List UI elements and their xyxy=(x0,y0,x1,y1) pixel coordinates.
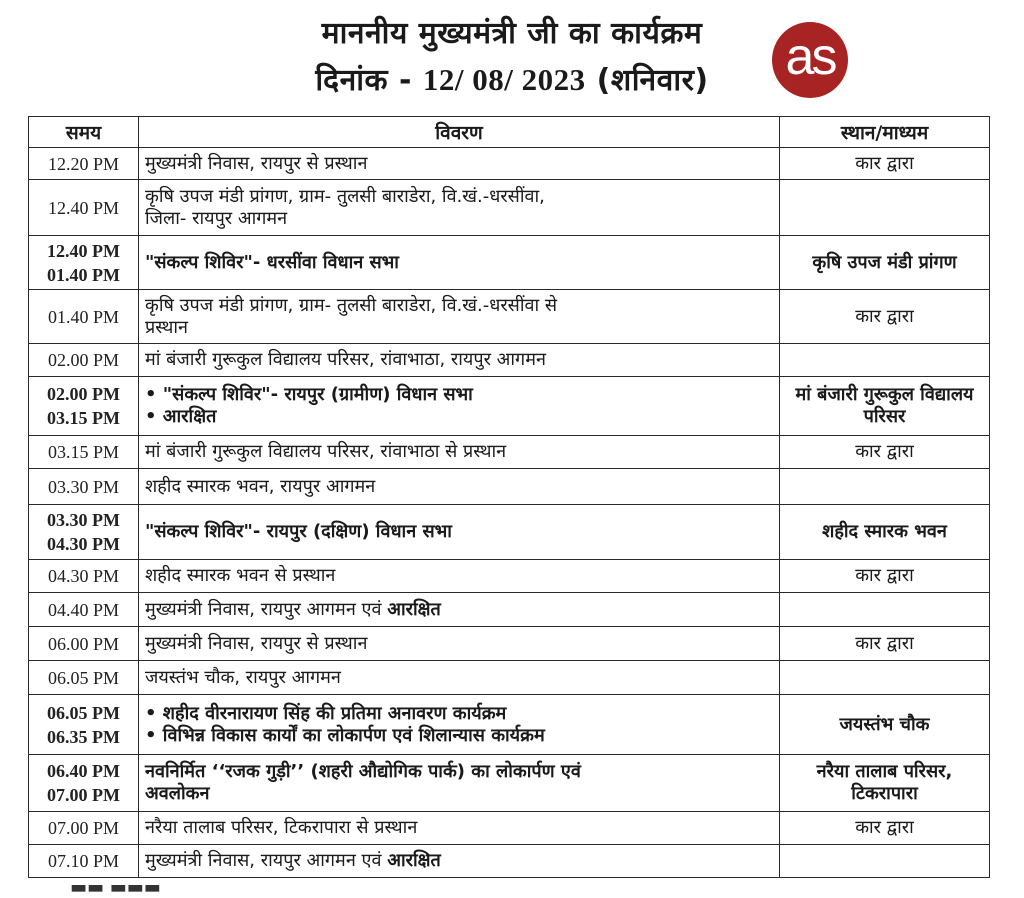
description-cell xyxy=(139,755,780,812)
document-title xyxy=(0,14,1024,101)
description-text: कृषि उपज मंडी प्रांगण, ग्राम- तुलसी बाराडेरा, वि.खं.-धरसींवा से xyxy=(145,294,558,316)
schedule-rows xyxy=(29,148,990,878)
time-cell xyxy=(29,661,139,695)
description-text: मुख्यमंत्री निवास, रायपुर आगमन एवं xyxy=(145,598,388,620)
time-value: 06.05 PM xyxy=(47,667,119,688)
description-cell xyxy=(139,593,780,627)
date-label: दिनांक - xyxy=(315,63,412,98)
cropped-footer-text: ▬▬ ▬▬▬ xyxy=(70,877,161,898)
time-cell xyxy=(29,812,139,845)
time-value: 02.00 PM xyxy=(47,384,120,404)
location-cell: शहीद स्मारक भवन xyxy=(780,505,990,560)
table-header-row xyxy=(29,117,990,148)
time-cell xyxy=(29,505,139,560)
column-header-description: विवरण xyxy=(139,117,780,148)
location-cell: नरैया तालाब परिसर, टिकरापारा xyxy=(780,755,990,812)
schedule-table xyxy=(28,116,990,878)
description-cell xyxy=(139,812,780,845)
title-line: माननीय मुख्यमंत्री जी का कार्यक्रम xyxy=(321,16,703,51)
table-row xyxy=(29,236,990,290)
time-value: 04.30 PM xyxy=(47,534,120,554)
time-cell xyxy=(29,148,139,180)
time-value: 12.40 PM xyxy=(47,197,119,218)
description-text: मां बंजारी गुरूकुल विद्यालय परिसर, रांवाभाठा से प्रस्थान xyxy=(145,441,507,462)
time-value: 06.40 PM xyxy=(47,761,120,781)
location-cell: कार द्वारा xyxy=(780,290,990,344)
table-row xyxy=(29,377,990,436)
time-value: 07.00 PM xyxy=(47,785,120,805)
table-row xyxy=(29,290,990,344)
location-cell xyxy=(780,845,990,878)
description-text: "संकल्प शिविर"- रायपुर (दक्षिण) विधान सभा xyxy=(145,521,452,542)
table-row xyxy=(29,845,990,878)
description-text: जयस्तंभ चौक, रायपुर आगमन xyxy=(145,666,341,688)
time-value: 01.40 PM xyxy=(47,264,120,285)
table-row xyxy=(29,627,990,661)
time-value: 12.20 PM xyxy=(47,153,119,174)
table-row xyxy=(29,812,990,845)
time-cell xyxy=(29,845,139,878)
time-value: 04.30 PM xyxy=(47,566,119,586)
time-value: 03.15 PM xyxy=(47,442,119,462)
description-cell xyxy=(139,344,780,377)
description-text: मुख्यमंत्री निवास, रायपुर से प्रस्थान xyxy=(145,632,368,654)
time-cell xyxy=(29,627,139,661)
description-cell xyxy=(139,236,780,290)
column-header-time: समय xyxy=(29,117,139,148)
bullet-item: • "संकल्प शिविर"- रायपुर (ग्रामीण) विधान सभा xyxy=(145,384,773,406)
description-text: शहीद स्मारक भवन, रायपुर आगमन xyxy=(145,475,376,497)
description-cell xyxy=(139,560,780,593)
table-row xyxy=(29,560,990,593)
time-cell xyxy=(29,560,139,593)
description-cell xyxy=(139,148,780,180)
description-cell xyxy=(139,661,780,695)
description-text: नरैया तालाब परिसर, टिकरापारा से प्रस्थान xyxy=(145,817,418,838)
time-value: 02.00 PM xyxy=(47,350,119,370)
description-text: जिला- रायपुर आगमन xyxy=(145,207,288,229)
location-cell: कार द्वारा xyxy=(780,436,990,469)
time-value: 04.40 PM xyxy=(47,599,119,620)
table-row xyxy=(29,436,990,469)
reserved-label: आरक्षित xyxy=(387,598,441,620)
description-cell xyxy=(139,469,780,505)
table-row xyxy=(29,695,990,755)
time-value: 03.30 PM xyxy=(47,476,119,497)
table-row xyxy=(29,148,990,180)
description-text: शहीद स्मारक भवन से प्रस्थान xyxy=(145,565,336,586)
time-cell xyxy=(29,695,139,755)
table-row xyxy=(29,505,990,560)
column-header-location: स्थान/माध्यम xyxy=(780,117,990,148)
reserved-label: आरक्षित xyxy=(387,850,441,871)
date-line xyxy=(0,60,1024,101)
description-text: "संकल्प शिविर"- धरसींवा विधान सभा xyxy=(145,251,399,273)
table-row xyxy=(29,661,990,695)
time-cell xyxy=(29,469,139,505)
time-cell xyxy=(29,436,139,469)
description-text: मुख्यमंत्री निवास, रायपुर आगमन एवं xyxy=(145,850,388,871)
location-cell: कृषि उपज मंडी प्रांगण xyxy=(780,236,990,290)
description-text: प्रस्थान xyxy=(145,316,189,338)
description-text: नवनिर्मित ‘‘रजक गुड़ी’’ (शहरी औद्योगिक पार्क) का लोकार्पण एवं xyxy=(145,761,581,782)
time-cell xyxy=(29,344,139,377)
time-cell xyxy=(29,236,139,290)
time-value: 06.35 PM xyxy=(47,726,120,747)
time-cell xyxy=(29,755,139,812)
brand-logo-icon: as xyxy=(772,22,848,98)
time-value: 01.40 PM xyxy=(47,306,119,327)
table-row xyxy=(29,469,990,505)
description-text: मां बंजारी गुरूकुल विद्यालय परिसर, रांवाभाठा, रायपुर आगमन xyxy=(145,349,546,370)
table-row xyxy=(29,344,990,377)
description-cell xyxy=(139,377,780,436)
bullet-item: • शहीद वीरनारायण सिंह की प्रतिमा अनावरण कार्यक्रम xyxy=(145,703,773,725)
description-cell xyxy=(139,290,780,344)
location-cell: कार द्वारा xyxy=(780,812,990,845)
description-text: अवलोकन xyxy=(145,783,210,804)
location-cell: कार द्वारा xyxy=(780,560,990,593)
bullet-item: • विभिन्न विकास कार्यों का लोकार्पण एवं शिलान्यास कार्यक्रम xyxy=(145,725,773,747)
time-value: 06.00 PM xyxy=(47,633,119,654)
description-cell xyxy=(139,845,780,878)
table-row xyxy=(29,593,990,627)
location-cell: कार द्वारा xyxy=(780,148,990,180)
description-cell xyxy=(139,436,780,469)
time-cell xyxy=(29,180,139,236)
time-value: 06.05 PM xyxy=(47,702,120,723)
date-value: 12/ 08/ 2023 xyxy=(422,62,586,97)
location-cell xyxy=(780,593,990,627)
location-cell: मां बंजारी गुरूकुल विद्यालय परिसर xyxy=(780,377,990,436)
location-cell xyxy=(780,469,990,505)
location-cell xyxy=(780,661,990,695)
description-cell xyxy=(139,695,780,755)
table-row xyxy=(29,755,990,812)
time-value: 07.00 PM xyxy=(47,818,119,838)
description-cell xyxy=(139,627,780,661)
description-cell xyxy=(139,180,780,236)
time-cell xyxy=(29,290,139,344)
description-text: मुख्यमंत्री निवास, रायपुर से प्रस्थान xyxy=(145,152,368,174)
description-text: कृषि उपज मंडी प्रांगण, ग्राम- तुलसी बाराडेरा, वि.खं.-धरसींवा, xyxy=(145,185,545,207)
location-cell: कार द्वारा xyxy=(780,627,990,661)
location-cell xyxy=(780,344,990,377)
location-cell: जयस्तंभ चौक xyxy=(780,695,990,755)
time-cell xyxy=(29,377,139,436)
time-value: 03.15 PM xyxy=(47,408,120,428)
time-value: 12.40 PM xyxy=(47,240,120,261)
description-cell xyxy=(139,505,780,560)
table-row xyxy=(29,180,990,236)
time-value: 07.10 PM xyxy=(47,851,119,871)
day-name: (शनिवार) xyxy=(596,63,709,98)
time-value: 03.30 PM xyxy=(47,510,120,530)
location-cell xyxy=(780,180,990,236)
time-cell xyxy=(29,593,139,627)
bullet-item: • आरक्षित xyxy=(145,406,773,428)
